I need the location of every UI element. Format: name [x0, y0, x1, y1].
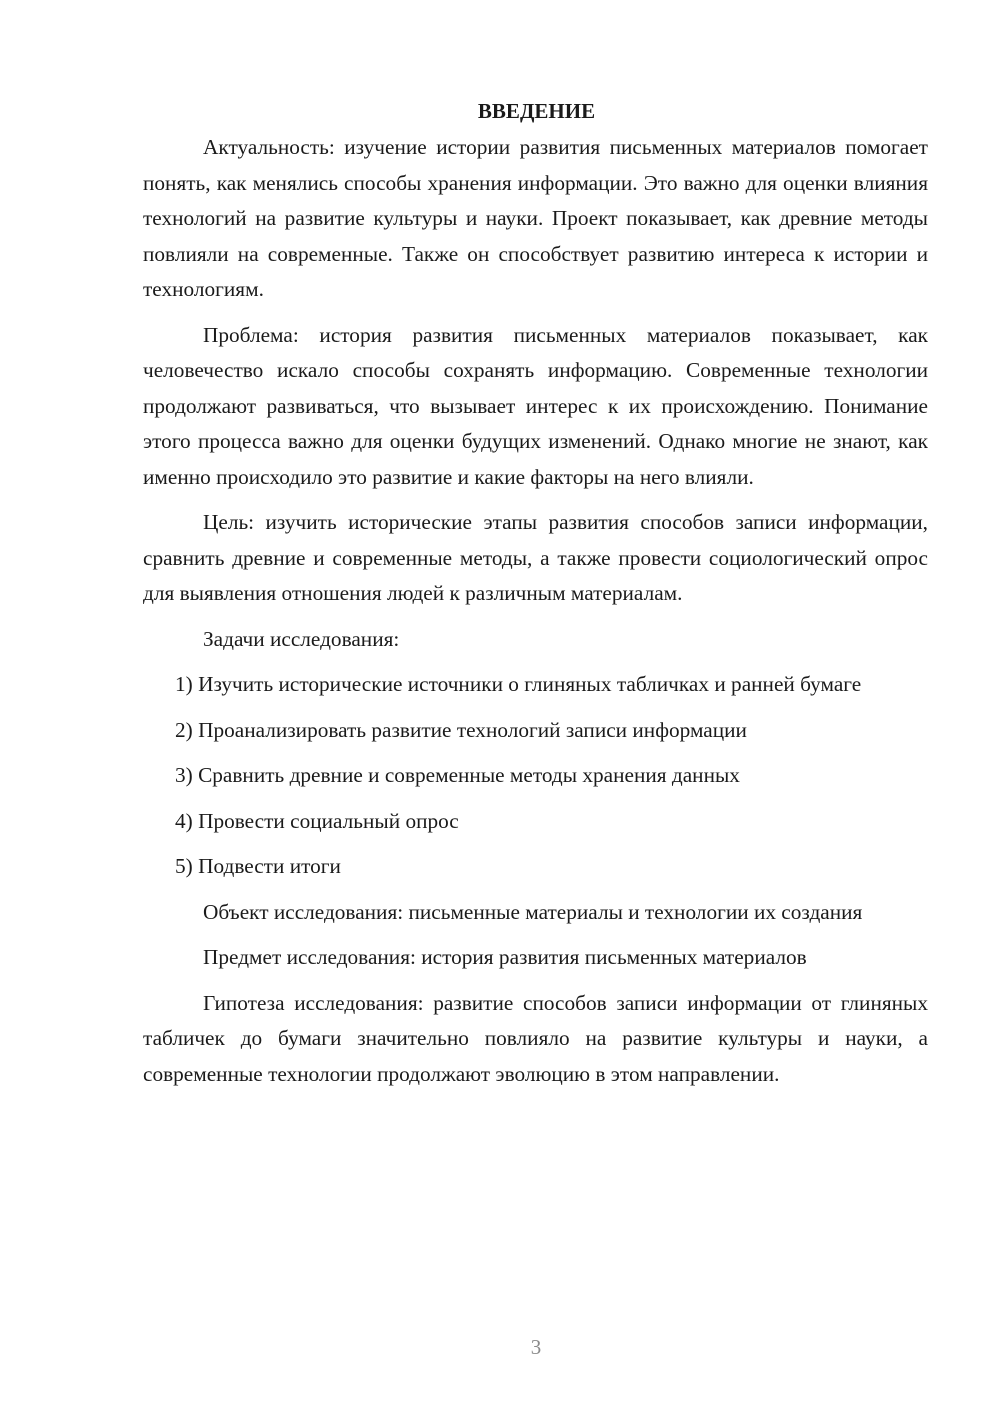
page-number: 3: [530, 1335, 542, 1359]
task-item-2: 2) Проанализировать развитие технологий записи информации: [175, 717, 747, 742]
task-item-5: 5) Подвести итоги: [175, 854, 341, 878]
task-item-3: 3) Сравнить древние и современные методы хранения данных: [175, 763, 740, 787]
problem-paragraph: Проблема: история развития письменных материалов показывает, как человечество искало способы сохранять информацию. Современные технологии продолжают развиваться, что вызывает интерес к их происхождению. Понимание этого процесса важно для оценки будущих изменений. Однако многие не знают, как именно происходило это развитие и какие факторы на него влияли.: [143, 322, 928, 489]
hypothesis-paragraph: Гипотеза исследования: развитие способов записи информации от глиняных табличек до бумаги значительно повлияло на развитие культуры и науки, а современные технологии продолжают эволюцию в этом направлении.: [143, 990, 928, 1086]
goal-paragraph: Цель: изучить исторические этапы развития способов записи информации, сравнить древние и современные методы, а также провести социологический опрос для выявления отношения людей к различным материалам.: [143, 510, 928, 605]
object-paragraph: Объект исследования: письменные материалы и технологии их создания: [203, 899, 863, 924]
document-page: [143, 96, 928, 1102]
tasks-title: Задачи исследования:: [203, 626, 400, 651]
section-heading: ВВЕДЕНИЕ: [477, 99, 596, 123]
subject-paragraph: Предмет исследования: история развития письменных материалов: [203, 945, 807, 969]
relevance-paragraph: Актуальность: изучение истории развития письменных материалов помогает понять, как менялись способы хранения информации. Это важно для оценки влияния технологий на развитие культуры и науки. Проект показывает, как древние методы повлияли на современные. Также он способствует развитию интереса к истории и технологиям.: [143, 135, 928, 301]
task-item-4: 4) Провести социальный опрос: [175, 808, 459, 833]
task-item-1: 1) Изучить исторические источники о глиняных табличках и ранней бумаге: [175, 672, 862, 696]
